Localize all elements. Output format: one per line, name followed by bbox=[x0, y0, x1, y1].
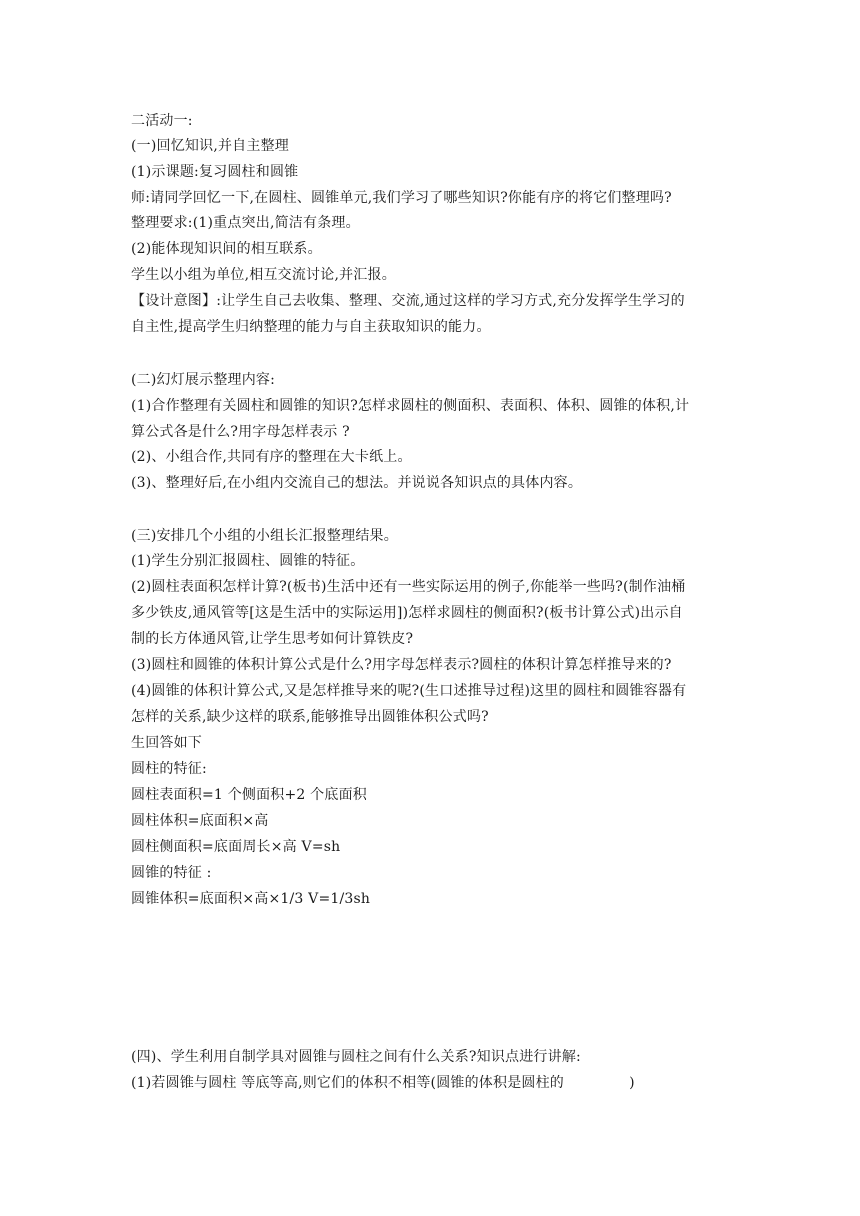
formula-line: 圆柱体积=底面积×高 bbox=[131, 813, 269, 829]
paragraph-line: 师:请同学回忆一下,在圆柱、圆锥单元,我们学习了哪些知识?你能有序的将它们整理吗? bbox=[131, 190, 672, 206]
paragraph-line: 算公式各是什么?用字母怎样表示 ? bbox=[131, 424, 350, 440]
formula-line: 圆柱表面积=1 个侧面积+2 个底面积 bbox=[131, 787, 367, 803]
paragraph-line: 生回答如下 bbox=[131, 735, 202, 751]
section-2-heading: (二)幻灯展示整理内容: bbox=[131, 372, 276, 388]
paragraph-line: 多少铁皮,通风管等[这是生活中的实际运用])怎样求圆柱的侧面积?(板书计算公式)出示自 bbox=[131, 605, 683, 621]
paragraph-line: 怎样的关系,缺少这样的联系,能够推导出圆锥体积公式吗? bbox=[131, 709, 489, 725]
paragraph-line: 制的长方体通风管,让学生思考如何计算铁皮? bbox=[131, 631, 414, 647]
paragraph-line: (2)能体现知识间的相互联系。 bbox=[131, 241, 322, 257]
formula-line: 圆锥的特征 : bbox=[131, 865, 212, 881]
section-1-heading: (一)回忆知识,并自主整理 bbox=[131, 138, 289, 154]
paragraph-line: 整理要求:(1)重点突出,简洁有条理。 bbox=[131, 215, 360, 231]
formula-line: 圆锥体积=底面积×高×1/3 V=1/3sh bbox=[131, 891, 371, 907]
design-intent-line: 【设计意图】:让学生自己去收集、整理、交流,通过这样的学习方式,充分发挥学生学习的 bbox=[131, 293, 685, 309]
paragraph-line: (1)若圆锥与圆柱 等底等高,则它们的体积不相等(圆锥的体积是圆柱的 ) bbox=[131, 1075, 635, 1091]
formula-line: 圆柱侧面积=底面周长×高 V=sh bbox=[131, 839, 341, 855]
design-intent-line: 自主性,提高学生归纳整理的能力与自主获取知识的能力。 bbox=[131, 319, 491, 335]
paragraph-line: 学生以小组为单位,相互交流讨论,并汇报。 bbox=[131, 267, 396, 283]
paragraph-line: (2)圆柱表面积怎样计算?(板书)生活中还有一些实际运用的例子,你能举一些吗?(制作油桶 bbox=[131, 579, 686, 595]
paragraph-line: (2)、小组合作,共同有序的整理在大卡纸上。 bbox=[131, 449, 412, 465]
section-4-heading: (四)、学生利用自制学具对圆锥与圆柱之间有什么关系?知识点进行讲解: bbox=[131, 1049, 581, 1065]
paragraph-line: (4)圆锥的体积计算公式,又是怎样推导来的呢?(生口述推导过程)这里的圆柱和圆锥容器有 bbox=[131, 683, 687, 699]
paragraph-line: (1)示课题:复习圆柱和圆锥 bbox=[131, 164, 299, 180]
paragraph-line: (1)合作整理有关圆柱和圆锥的知识?怎样求圆柱的侧面积、表面积、体积、圆锥的体积,计 bbox=[131, 398, 690, 414]
paragraph-line: (3)、整理好后,在小组内交流自己的想法。并说说各知识点的具体内容。 bbox=[131, 475, 583, 491]
paragraph-line: 圆柱的特征: bbox=[131, 761, 207, 777]
section-3-heading: (三)安排几个小组的小组长汇报整理结果。 bbox=[131, 528, 398, 544]
activity-heading: 二活动一: bbox=[131, 113, 193, 129]
paragraph-line: (1)学生分别汇报圆柱、圆锥的特征。 bbox=[131, 553, 365, 569]
paragraph-line: (3)圆柱和圆锥的体积计算公式是什么?用字母怎样表示?圆柱的体积计算怎样推导来的? bbox=[131, 657, 672, 673]
